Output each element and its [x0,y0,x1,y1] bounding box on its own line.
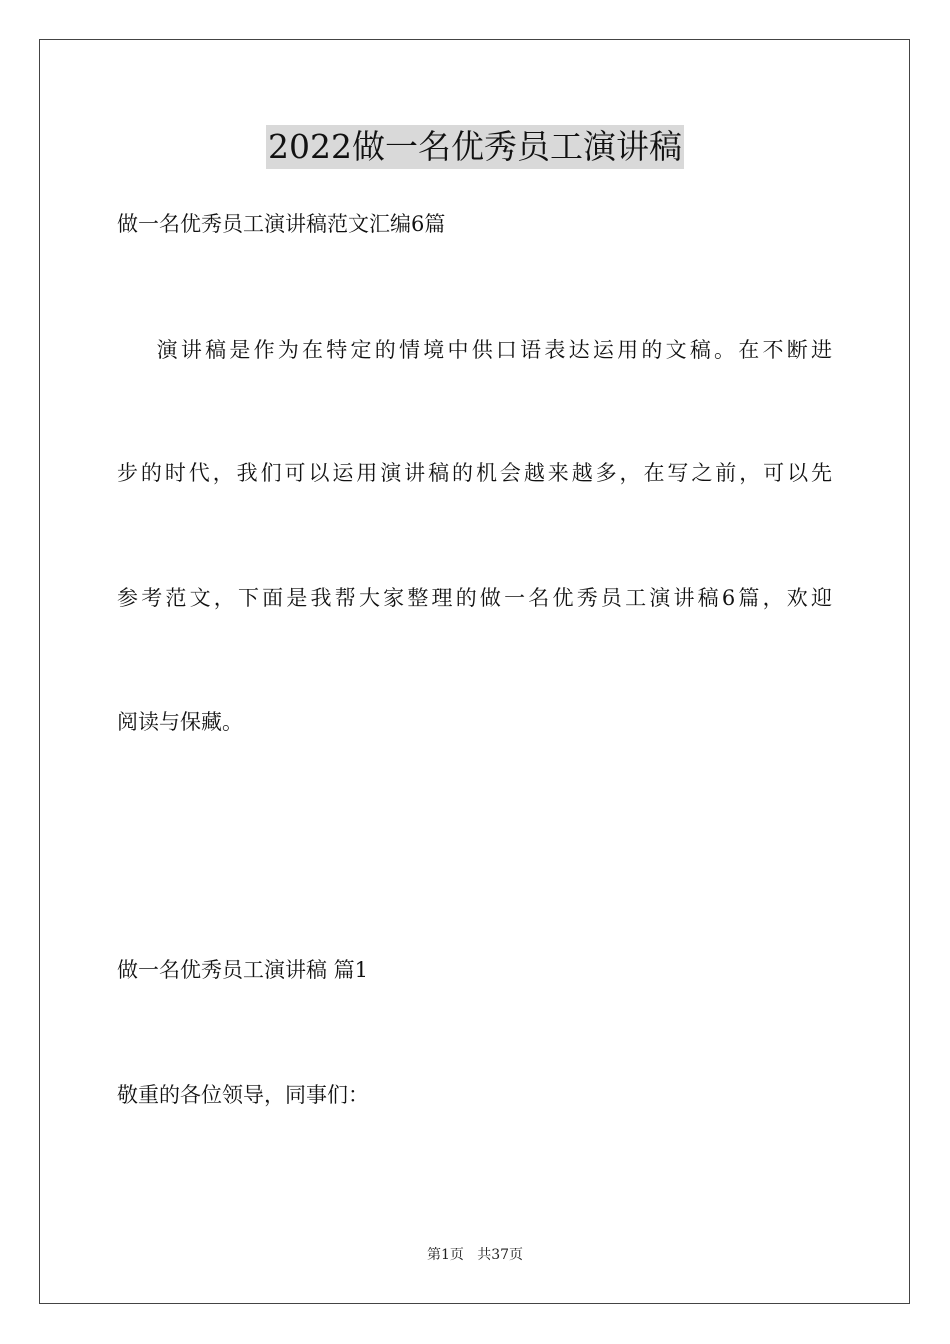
intro-line-4: 阅读与保藏。 [117,710,243,734]
intro-line-2: 步的时代，我们可以运用演讲稿的机会越来越多，在写之前，可以先 [117,461,832,485]
salutation: 敬重的各位领导，同事们： [117,1083,369,1107]
section-heading: 做一名优秀员工演讲稿 篇1 [117,958,369,982]
intro-line-3: 参考范文，下面是我帮大家整理的做一名优秀员工演讲稿6篇，欢迎 [117,586,832,610]
page-number-footer: 第1页 共37页 [426,1247,524,1263]
document-subtitle: 做一名优秀员工演讲稿范文汇编6篇 [117,212,446,236]
title-container [0,125,950,169]
intro-line-1: 演讲稿是作为在特定的情境中供口语表达运用的文稿。在不断进 [117,338,832,362]
document-title: 2022做一名优秀员工演讲稿 [266,125,684,169]
